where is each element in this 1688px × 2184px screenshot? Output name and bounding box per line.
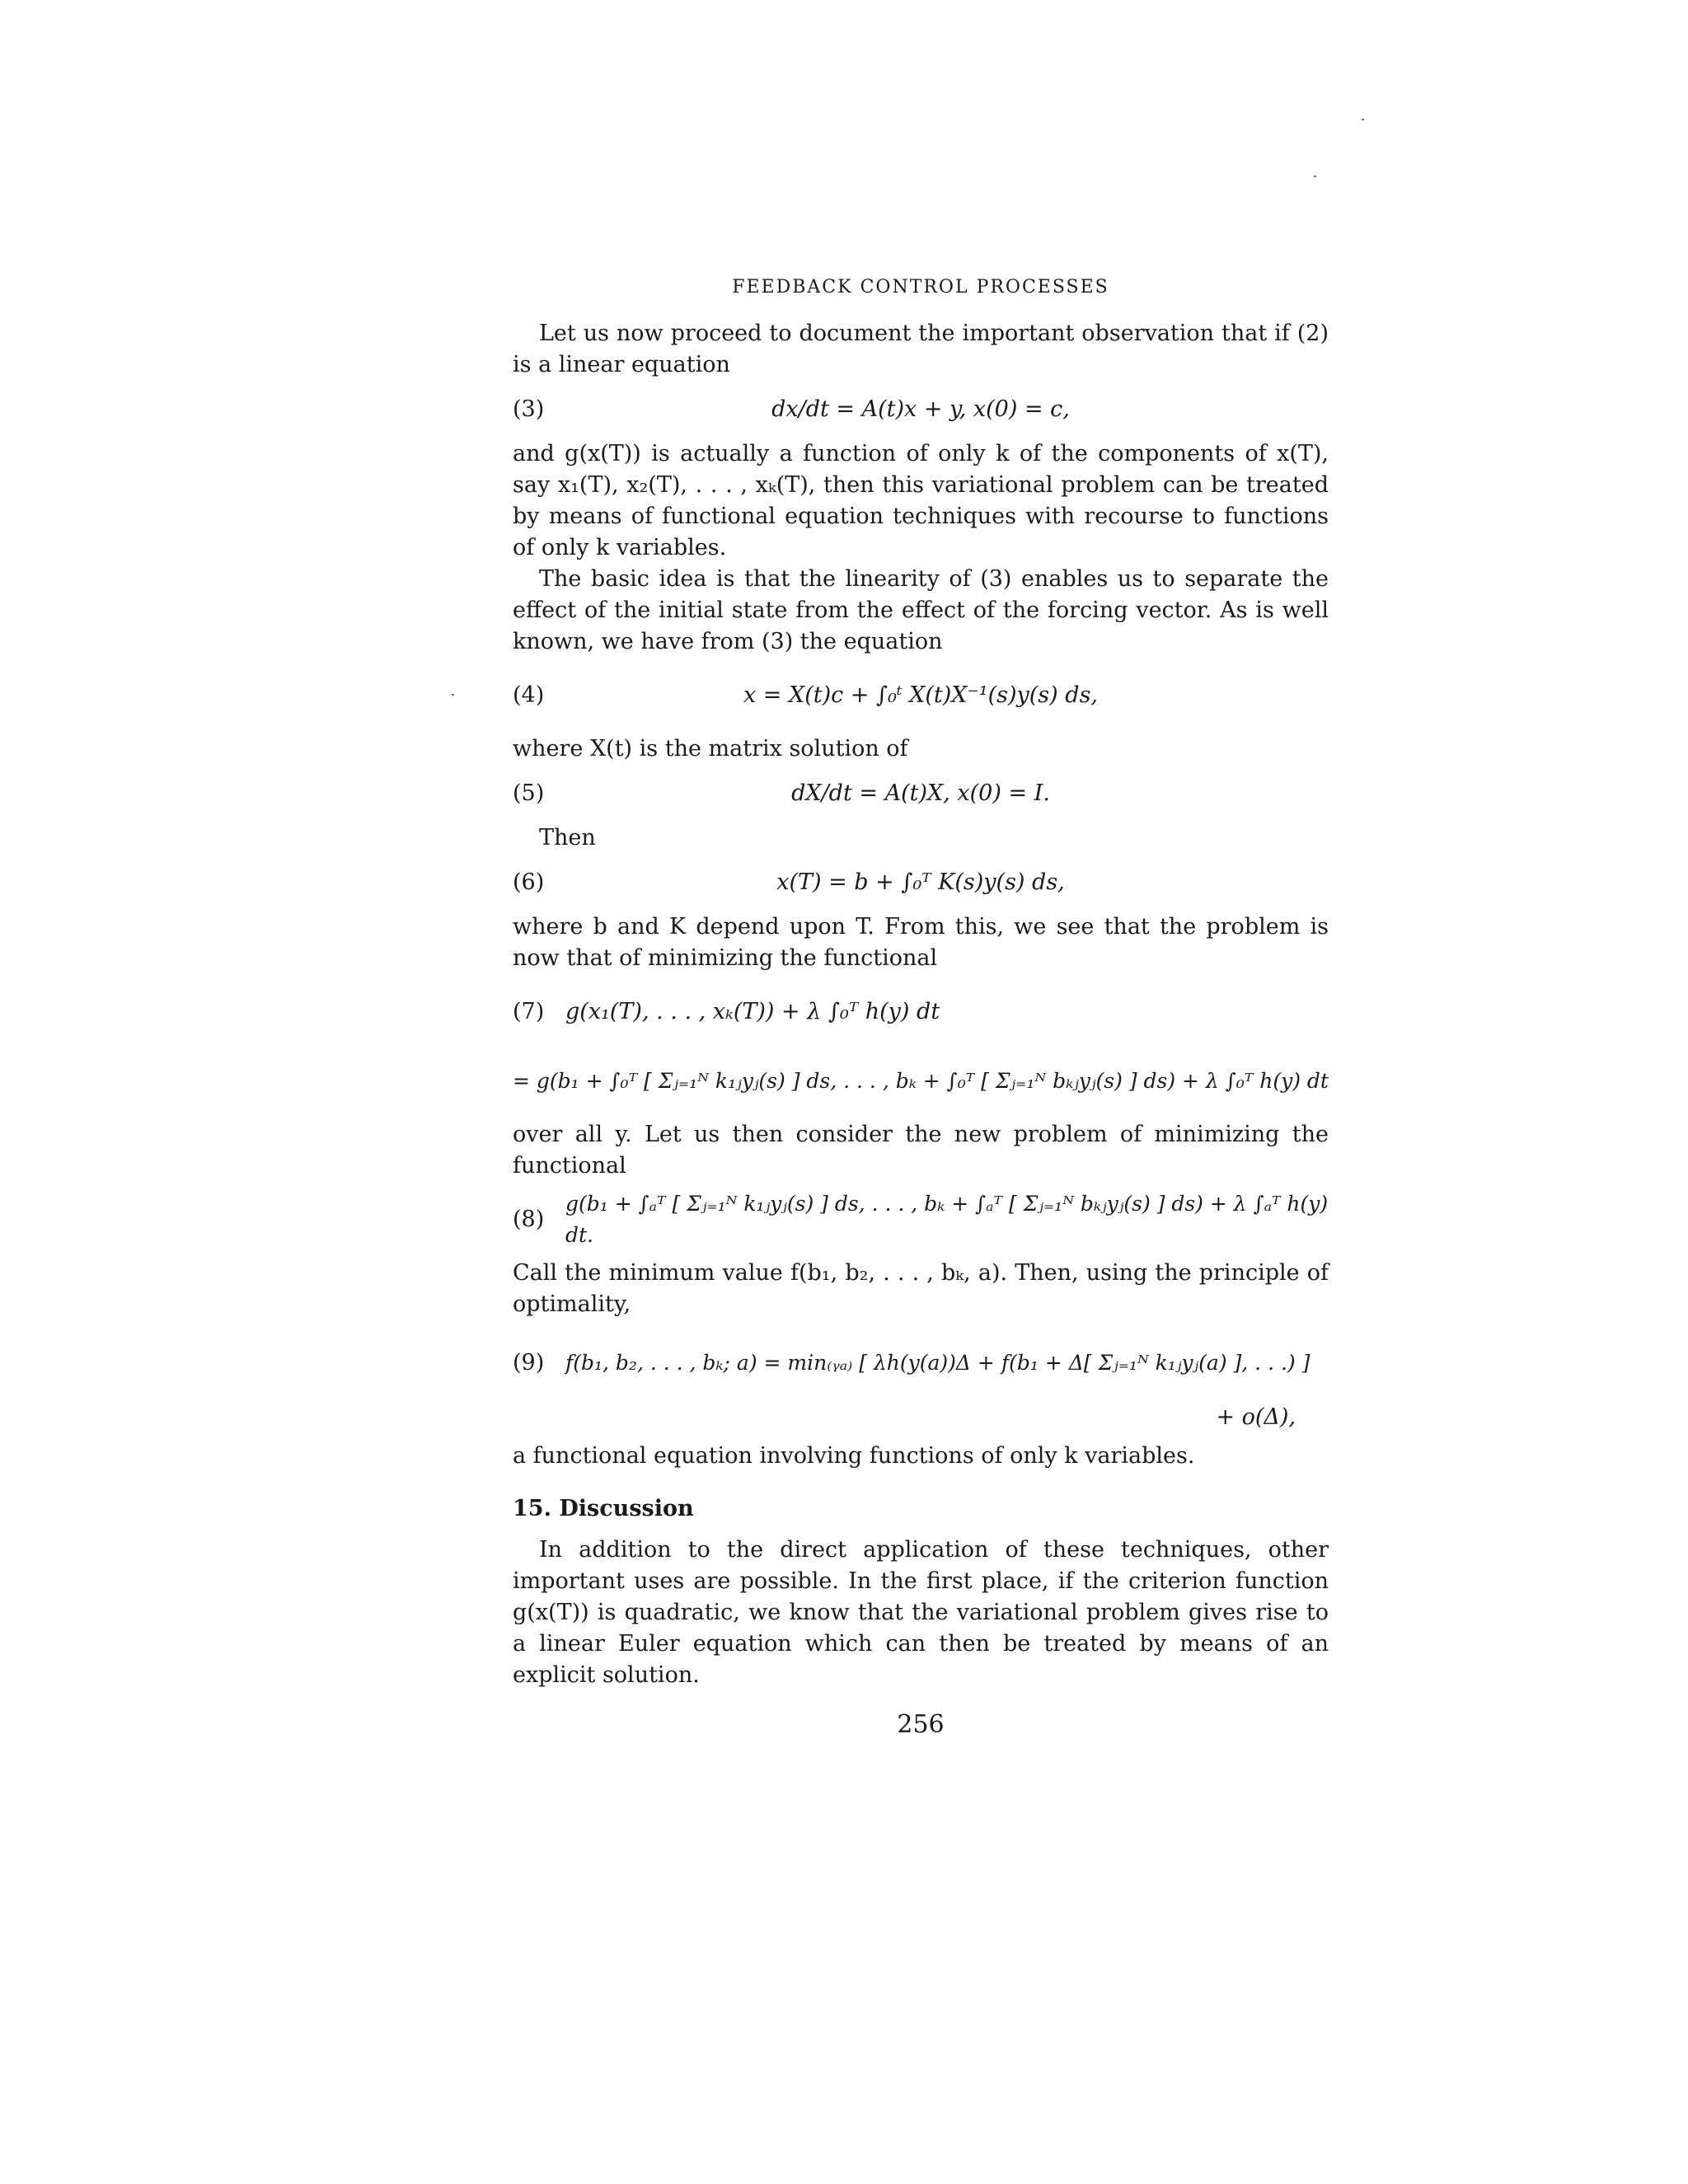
equation-body: dx/dt = A(t)x + y, x(0) = c,: [771, 396, 1070, 422]
section-heading: 15. Discussion: [513, 1496, 694, 1521]
equation-5: [513, 771, 1329, 816]
equation-8: [513, 1188, 1329, 1251]
equation-number: (6): [513, 869, 545, 895]
equation-7-line-2: [513, 1050, 1329, 1113]
equation-9: [513, 1327, 1329, 1399]
paragraph: over all y. Let us then consider the new problem of minimizing the functional: [513, 1122, 1329, 1179]
scan-speck: [1362, 119, 1364, 120]
equation-body: dX/dt = A(t)X, x(0) = I.: [791, 780, 1050, 806]
paragraph: The basic idea is that the linearity of (3) enables us to separate the effect of the initial state from the effect of the forcing vector. As is well known, we have from (3) the equation: [513, 566, 1329, 654]
equation-number: (8): [513, 1207, 545, 1232]
equation-body: x = X(t)c + ∫₀ᵗ X(t)X⁻¹(s)y(s) ds,: [743, 682, 1099, 708]
equation-body: f(b₁, b₂, . . . , bₖ; a) = min₍ᵧₐ₎ [ λh(y(a))Δ + f(b₁ + Δ[ Σⱼ₌₁ᴺ k₁ⱼyⱼ(a) ], . . .) ]: [565, 1351, 1311, 1375]
equation-9-continuation: [513, 1401, 1329, 1434]
equation-body: + o(Δ),: [1216, 1404, 1296, 1430]
running-head: FEEDBACK CONTROL PROCESSES: [732, 277, 1109, 298]
equation-body: g(b₁ + ∫ₐᵀ [ Σⱼ₌₁ᴺ k₁ⱼyⱼ(s) ] ds, . . . , bₖ + ∫ₐᵀ [ Σⱼ₌₁ᴺ bₖⱼyⱼ(s) ] ds) + λ ∫ₐᵀ h(y) dt.: [565, 1192, 1329, 1247]
paragraph: Call the minimum value f(b₁, b₂, . . . , bₖ, a). Then, using the principle of optimality,: [513, 1260, 1329, 1317]
scan-speck: [1314, 176, 1316, 177]
equation-number: (9): [513, 1350, 545, 1376]
equation-6: [513, 860, 1329, 905]
paragraph: In addition to the direct application of these techniques, other important uses are possible. In the first place, if the criterion function g(x(T)) is quadratic, we know that the variational problem gives rise to a linear Euler equation which can then be treated by means of an explicit solution.: [513, 1537, 1329, 1688]
paragraph: and g(x(T)) is actually a function of only k of the components of x(T), say x₁(T), x₂(T), . . . , xₖ(T), then this variational problem can be treated by means of functional equation techniques with recourse to functions of only k variables.: [513, 441, 1329, 560]
equation-7-line-1: [513, 981, 1329, 1043]
paragraph: where X(t) is the matrix solution of: [513, 736, 908, 762]
book-page: [513, 247, 1329, 1741]
equation-number: (3): [513, 396, 545, 422]
equation-number: (5): [513, 780, 545, 806]
page-number: 256: [897, 1710, 945, 1739]
equation-number: (7): [513, 999, 545, 1024]
equation-body: = g(b₁ + ∫₀ᵀ [ Σⱼ₌₁ᴺ k₁ⱼyⱼ(s) ] ds, . . . , bₖ + ∫₀ᵀ [ Σⱼ₌₁ᴺ bₖⱼyⱼ(s) ] ds) + λ ∫₀ᵀ h(y) dt: [513, 1069, 1329, 1093]
paragraph: where b and K depend upon T. From this, we see that the problem is now that of minimizing the functional: [513, 914, 1329, 971]
equation-3: [513, 387, 1329, 432]
equation-number: (4): [513, 682, 545, 708]
equation-body: x(T) = b + ∫₀ᵀ K(s)y(s) ds,: [776, 869, 1065, 895]
paragraph: Let us now proceed to document the important observation that if (2) is a linear equation: [513, 321, 1329, 377]
scan-speck: [452, 694, 454, 696]
equation-body: g(x₁(T), . . . , xₖ(T)) + λ ∫₀ᵀ h(y) dt: [565, 999, 940, 1024]
paragraph: a functional equation involving functions of only k variables.: [513, 1443, 1195, 1469]
equation-4: [513, 664, 1329, 727]
then-label: Then: [539, 825, 596, 851]
